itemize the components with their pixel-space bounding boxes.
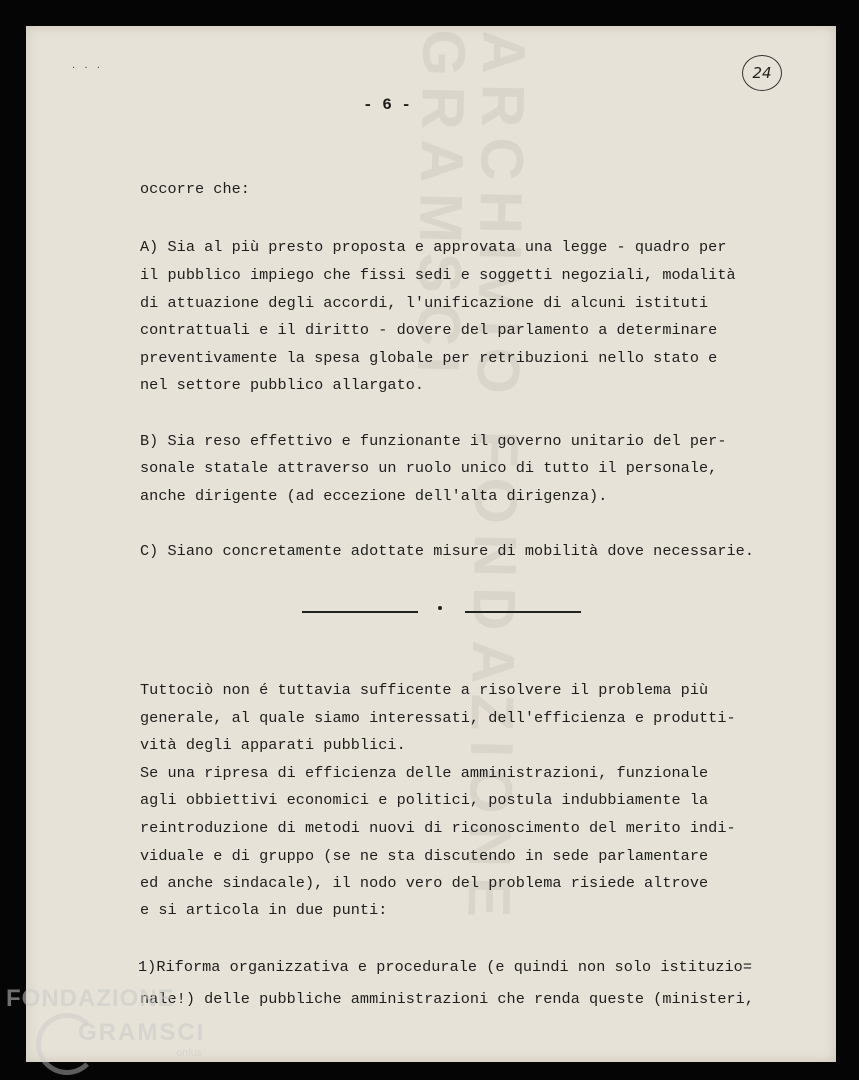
- separator-left: [302, 611, 418, 613]
- separator-right: [465, 611, 581, 613]
- archive-page-number: 24: [742, 55, 782, 91]
- text-line: nale!) delle pubbliche amministrazioni che renda queste (ministeri,: [140, 990, 754, 1008]
- text-line: A) Sia al più presto proposta e approvata una legge - quadro per: [140, 238, 727, 256]
- text-line: anche dirigente (ad eccezione dell'alta dirigenza).: [140, 487, 608, 505]
- intro-line: occorre che:: [140, 180, 250, 198]
- text-line: vità degli apparati pubblici.: [140, 736, 406, 754]
- text-line: 1)Riforma organizzativa e procedurale (e quindi non solo istituzio=: [138, 958, 752, 976]
- corner-marks: . . .: [72, 60, 103, 71]
- separator-dot: [438, 606, 442, 610]
- text-line: Tuttociò non é tuttavia sufficente a risolvere il problema più: [140, 681, 709, 699]
- logo-line-1: FONDAZIONE: [6, 985, 175, 1012]
- text-line: e si articola in due punti:: [140, 901, 388, 919]
- text-line: viduale e di gruppo (se ne sta discutendo in sede parlamentare: [140, 847, 709, 865]
- text-line: agli obbiettivi economici e politici, postula indubbiamente la: [140, 791, 709, 809]
- text-line: il pubblico impiego che fissi sedi e soggetti negoziali, modalità: [140, 266, 736, 284]
- logo-line-3: onlus: [176, 1047, 203, 1059]
- fondazione-gramsci-logo: [0, 985, 220, 1075]
- page-header: - 6 -: [362, 96, 411, 114]
- text-line: sonale statale attraverso un ruolo unico di tutto il personale,: [140, 459, 718, 477]
- text-line: B) Sia reso effettivo e funzionante il governo unitario del per-: [140, 432, 727, 450]
- text-line: Se una ripresa di efficienza delle amministrazioni, funzionale: [140, 764, 709, 782]
- logo-line-2: GRAMSCI: [78, 1019, 206, 1046]
- text-line: ed anche sindacale), il nodo vero del problema risiede altrove: [140, 874, 709, 892]
- text-line: nel settore pubblico allargato.: [140, 376, 425, 394]
- text-line: contrattuali e il diritto - dovere del parlamento a determinare: [140, 321, 718, 339]
- text-line: generale, al quale siamo interessati, dell'efficienza e produtti-: [140, 709, 736, 727]
- text-line: di attuazione degli accordi, l'unificazione di alcuni istituti: [140, 294, 709, 312]
- text-line: preventivamente la spesa globale per retribuzioni nello stato e: [140, 349, 718, 367]
- text-line: C) Siano concretamente adottate misure di mobilità dove necessarie.: [140, 542, 754, 560]
- text-line: reintroduzione di metodi nuovi di riconoscimento del merito indi-: [140, 819, 736, 837]
